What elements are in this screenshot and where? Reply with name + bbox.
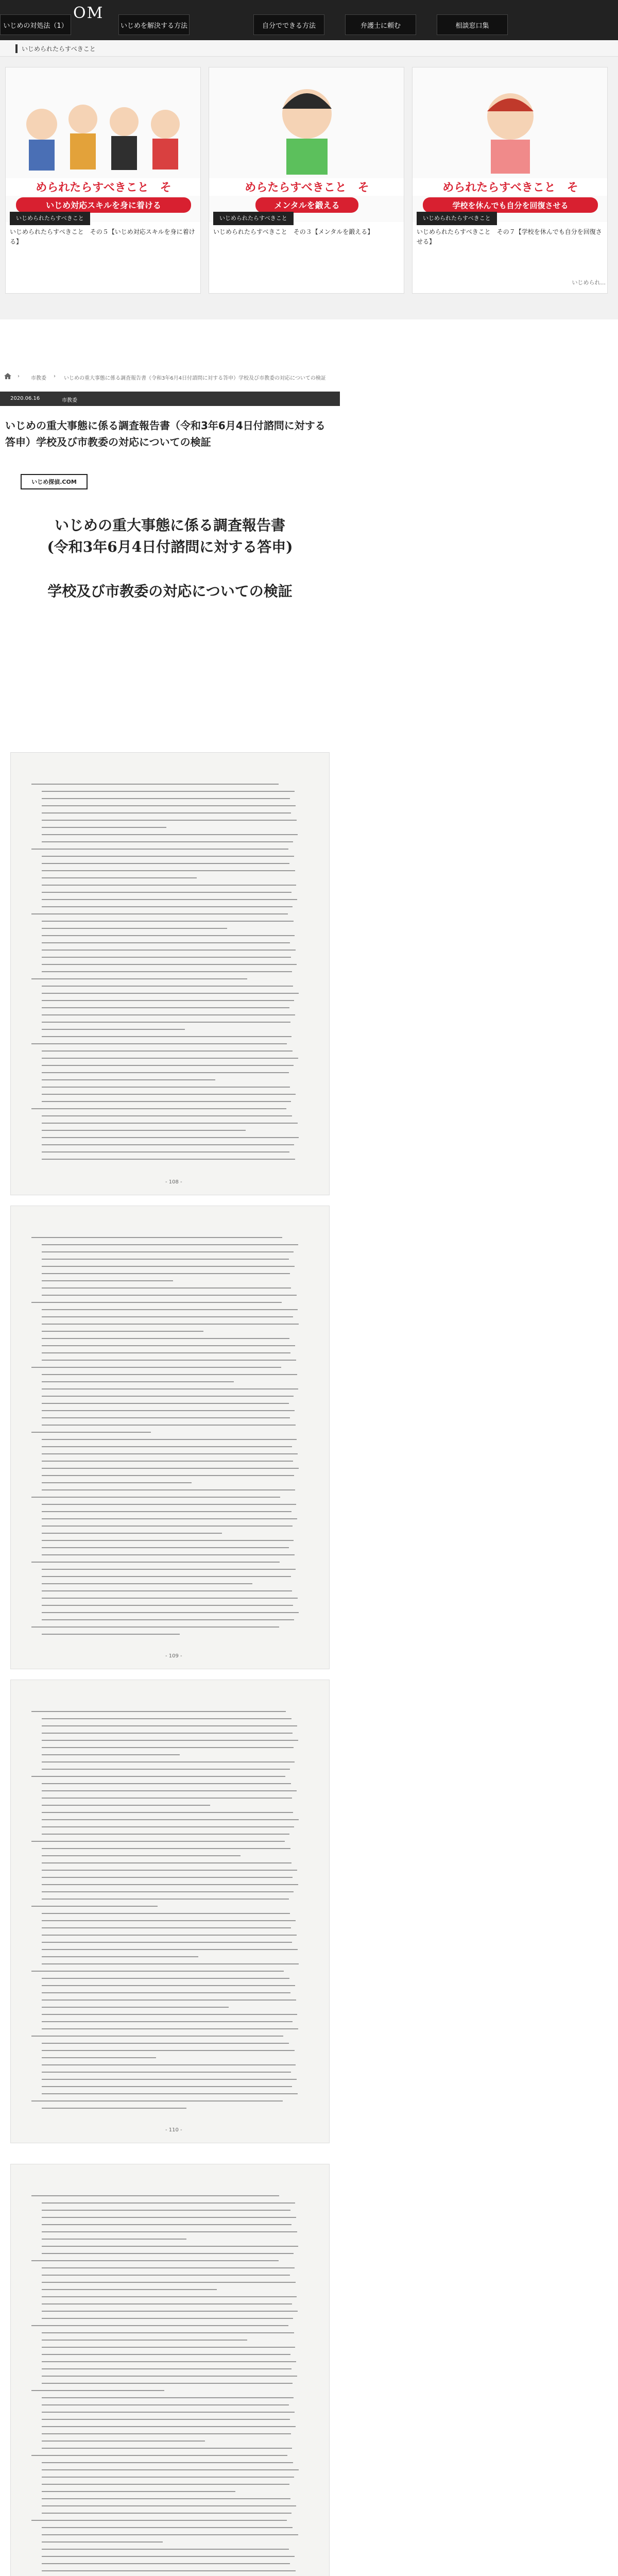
scan-text-line bbox=[42, 2477, 294, 2478]
scan-text-line bbox=[31, 2455, 287, 2456]
scan-text-line bbox=[42, 2469, 299, 2470]
scan-text-line bbox=[42, 2057, 156, 2058]
scan-text-line bbox=[42, 1540, 294, 1541]
document-scan-page bbox=[10, 2164, 330, 2576]
scan-text-line bbox=[42, 1403, 289, 1404]
card-caption[interactable]: いじめられたらすべきこと その３【メンタルを鍛える】 bbox=[213, 228, 374, 235]
featured-card[interactable] bbox=[209, 67, 404, 294]
scan-text-line bbox=[42, 1826, 294, 1827]
scan-text-line bbox=[42, 2462, 293, 2463]
scan-text-line bbox=[42, 1949, 298, 1950]
scan-text-line bbox=[42, 1439, 297, 1440]
scan-text-line bbox=[42, 2498, 290, 2499]
nav-item-2[interactable]: いじめを解決する方法 bbox=[118, 14, 190, 35]
scan-text-line bbox=[42, 798, 290, 799]
scan-text-line bbox=[42, 971, 292, 972]
scan-text-line bbox=[42, 1511, 291, 1512]
scan-text-line bbox=[42, 1504, 296, 1505]
featured-slider bbox=[0, 57, 618, 319]
scan-text-line bbox=[42, 1819, 299, 1820]
scan-text-line bbox=[42, 2426, 296, 2427]
scan-text-line bbox=[42, 964, 297, 965]
scan-text-line bbox=[42, 1927, 291, 1928]
document-scan-page bbox=[10, 1680, 330, 2143]
scan-text-line bbox=[31, 2390, 164, 2391]
scan-text-line bbox=[31, 1776, 285, 1777]
scan-text-line bbox=[42, 1992, 290, 1993]
scan-text-line bbox=[42, 935, 295, 936]
scan-text-line bbox=[42, 2021, 293, 2022]
scan-text-line bbox=[42, 1605, 293, 1606]
breadcrumb-item: › bbox=[18, 374, 20, 379]
page-number: - 109 - bbox=[165, 1653, 182, 1659]
card-thumbnail bbox=[6, 67, 200, 222]
scan-text-line bbox=[42, 1725, 297, 1726]
scan-text-line bbox=[42, 1331, 203, 1332]
scan-text-line bbox=[42, 2079, 297, 2080]
scan-text-line bbox=[42, 899, 297, 900]
scan-text-line bbox=[42, 2556, 295, 2557]
scan-text-line bbox=[42, 856, 294, 857]
featured-card[interactable] bbox=[412, 67, 608, 294]
breadcrumb-current: いじめの重大事態に係る調査報告書（令和3年6月4日付諮問に対する答申）学校及び市教委の対応についての検証 bbox=[64, 376, 326, 381]
scan-text-line bbox=[42, 1884, 298, 1885]
scan-text-line bbox=[42, 820, 297, 821]
scan-text-line bbox=[42, 1812, 293, 1813]
scan-text-line bbox=[42, 906, 293, 907]
scan-text-line bbox=[42, 1381, 234, 1382]
hero-title-line: (令和3年6月4日付諮問に対する答申) bbox=[47, 538, 293, 555]
scan-text-line bbox=[42, 1870, 297, 1871]
scan-text-line bbox=[42, 841, 293, 842]
site-logo[interactable]: OM bbox=[73, 4, 104, 22]
scan-text-line bbox=[42, 1273, 290, 1274]
scan-text-line bbox=[42, 1877, 293, 1878]
scan-text-line bbox=[42, 1065, 294, 1066]
scan-text-line bbox=[42, 1942, 292, 1943]
scan-text-line bbox=[42, 2072, 291, 2073]
scan-text-line bbox=[42, 2527, 293, 2528]
scan-text-line bbox=[42, 1999, 296, 2001]
scan-text-line bbox=[42, 2275, 290, 2276]
scan-text-line bbox=[42, 1058, 298, 1059]
scan-text-line bbox=[42, 2376, 297, 2377]
scan-text-line bbox=[42, 1547, 289, 1548]
scan-text-line bbox=[31, 784, 279, 785]
scan-text-line bbox=[42, 1754, 180, 1755]
scan-text-line bbox=[31, 1432, 151, 1433]
scan-text-line bbox=[42, 1848, 290, 1849]
scan-text-line bbox=[42, 2397, 294, 2398]
scan-text-line bbox=[42, 1590, 292, 1591]
scan-text-line bbox=[31, 1497, 280, 1498]
scan-text-line bbox=[42, 1913, 290, 1914]
scan-text-line bbox=[42, 1761, 295, 1762]
scan-text-line bbox=[42, 1805, 210, 1806]
recovery-illustration-image bbox=[413, 67, 607, 222]
scan-text-line bbox=[42, 870, 295, 871]
scan-text-line bbox=[42, 2340, 247, 2341]
scan-text-line bbox=[42, 2412, 295, 2413]
scan-text-line bbox=[42, 1295, 297, 1296]
scan-text-line bbox=[42, 2383, 293, 2384]
scan-text-line bbox=[42, 892, 291, 893]
scan-text-line bbox=[42, 2028, 298, 2029]
scan-text-line bbox=[42, 2404, 289, 2405]
svg-text:められたらすべきこと そ: められたらすべきこと そ bbox=[36, 181, 171, 194]
scan-text-line bbox=[42, 1526, 293, 1527]
scan-text-line bbox=[42, 2253, 294, 2254]
article-category[interactable]: 市教委 bbox=[62, 398, 77, 403]
scan-text-line bbox=[42, 1259, 289, 1260]
scan-text-line bbox=[42, 2224, 291, 2225]
scan-text-line bbox=[42, 1619, 294, 1620]
scan-text-line bbox=[42, 2505, 296, 2506]
scan-text-line bbox=[42, 993, 299, 994]
scan-text-line bbox=[42, 1634, 180, 1635]
scan-text-line bbox=[42, 1482, 192, 1483]
article-hero bbox=[0, 469, 340, 644]
scan-text-line bbox=[42, 1583, 252, 1584]
nav-item-4[interactable]: 弁護士に頼む bbox=[345, 14, 416, 35]
scan-text-line bbox=[42, 1733, 293, 1734]
breadcrumb-item: › bbox=[54, 374, 56, 379]
scan-text-line bbox=[42, 1783, 291, 1784]
scan-text-line bbox=[42, 1985, 295, 1986]
scan-text-line bbox=[42, 2108, 186, 2109]
scan-text-line bbox=[42, 2332, 294, 2333]
nav-item-1[interactable]: いじめの対処法（1） bbox=[0, 14, 71, 35]
scan-text-line bbox=[42, 1718, 291, 1719]
scan-text-line bbox=[31, 1841, 285, 1842]
hero-title-line: いじめの重大事態に係る調査報告書 bbox=[54, 517, 285, 534]
svg-text:学校を休んでも自分を回復させる: 学校を休んでも自分を回復させる bbox=[452, 201, 569, 210]
nav-item-3[interactable]: 自分でできる方法 bbox=[253, 14, 324, 35]
scan-text-line bbox=[42, 1790, 297, 1791]
scan-text-line bbox=[42, 1309, 298, 1310]
scan-text-line bbox=[31, 2100, 283, 2102]
scan-text-line bbox=[42, 2267, 295, 2268]
scan-text-line bbox=[42, 1130, 246, 1131]
scan-text-line bbox=[42, 1410, 295, 1411]
scan-text-line bbox=[42, 1151, 289, 1153]
scan-text-line bbox=[42, 1598, 298, 1599]
svg-text:められたらすべきこと そ: められたらすべきこと そ bbox=[442, 181, 578, 194]
scan-text-line bbox=[31, 913, 288, 914]
scan-text-line bbox=[31, 1043, 287, 1044]
scan-text-line bbox=[31, 1626, 279, 1628]
scan-text-line bbox=[42, 1324, 299, 1325]
scan-text-line bbox=[42, 1417, 290, 1418]
document-scan-page bbox=[10, 1206, 330, 1669]
scan-text-line bbox=[31, 1237, 282, 1238]
scan-text-line bbox=[31, 1302, 282, 1303]
scan-text-line bbox=[42, 2491, 235, 2492]
scan-text-line bbox=[31, 1108, 286, 1109]
scan-text-line bbox=[42, 1769, 290, 1770]
scan-text-line bbox=[42, 834, 298, 835]
scan-text-line bbox=[42, 1834, 289, 1835]
scan-text-line bbox=[42, 791, 295, 792]
scan-text-line bbox=[42, 1287, 291, 1289]
article-title: いじめの重大事態に係る調査報告書（令和3年6月4日付諮問に対する答申）学校及び市教委の対応についての検証 bbox=[5, 419, 325, 448]
scan-text-line bbox=[31, 1971, 284, 1972]
mental-illustration-image bbox=[209, 67, 404, 222]
scan-text-line bbox=[42, 1072, 289, 1073]
card-tag[interactable]: いじめられたらすべきこと bbox=[10, 212, 90, 225]
hero-title-line: 学校及び市教委の対応についての検証 bbox=[47, 583, 293, 600]
scan-text-line bbox=[42, 1468, 299, 1469]
scan-text-line bbox=[42, 2570, 296, 2571]
site-badge: いじめ探偵.COM bbox=[21, 474, 88, 489]
scan-text-line bbox=[42, 1518, 297, 1519]
scan-text-line bbox=[42, 2368, 291, 2369]
scan-text-line bbox=[31, 1711, 286, 1712]
scan-text-line bbox=[42, 1891, 294, 1892]
scan-text-line bbox=[42, 1036, 291, 1037]
scan-text-line bbox=[42, 1007, 289, 1008]
scan-text-line bbox=[42, 2361, 296, 2362]
scan-text-line bbox=[42, 1453, 298, 1454]
scan-text-line bbox=[42, 885, 296, 886]
scan-text-line bbox=[42, 812, 291, 814]
nav-item-5[interactable]: 相談窓口集 bbox=[437, 14, 508, 35]
scan-text-line bbox=[42, 1159, 295, 1160]
article-meta-bar bbox=[0, 392, 340, 406]
scan-text-line bbox=[42, 986, 293, 987]
scan-text-line bbox=[42, 2534, 298, 2535]
scan-text-line bbox=[42, 1352, 290, 1353]
scan-text-line bbox=[42, 2231, 297, 2232]
scan-text-line bbox=[42, 2289, 217, 2290]
scan-text-line bbox=[42, 1050, 293, 1052]
card-thumbnail bbox=[413, 67, 607, 222]
scan-text-line bbox=[42, 2007, 229, 2008]
scan-text-line bbox=[42, 2448, 292, 2449]
scan-text-line bbox=[42, 1345, 295, 1346]
scan-text-line bbox=[42, 1935, 297, 1936]
scan-text-line bbox=[42, 1446, 292, 1447]
scan-text-line bbox=[31, 1906, 158, 1907]
scan-text-line bbox=[42, 1798, 292, 1799]
scan-text-line bbox=[42, 1396, 294, 1397]
scan-text-line bbox=[42, 2549, 289, 2550]
scan-text-line bbox=[42, 2354, 290, 2355]
scan-text-line bbox=[42, 2303, 292, 2304]
scan-text-line bbox=[42, 1374, 297, 1375]
scan-text-line bbox=[42, 1899, 289, 1900]
card-caption[interactable]: いじめられたらすべきこと その７【学校を休んでも自分を回復させる】 bbox=[417, 228, 602, 246]
scan-text-line bbox=[31, 2520, 287, 2521]
scan-text-line bbox=[42, 2239, 186, 2240]
scan-text-line bbox=[42, 2347, 295, 2348]
scan-text-line bbox=[42, 805, 296, 806]
scan-text-line bbox=[42, 942, 290, 943]
document-scan-page bbox=[10, 752, 330, 1195]
scan-text-line bbox=[42, 1569, 296, 1570]
scan-text-line bbox=[31, 978, 247, 979]
scan-text-line bbox=[42, 1251, 294, 1252]
scan-text-line bbox=[42, 1101, 291, 1102]
slider-overflow-caption[interactable]: いじめられ... bbox=[572, 279, 606, 286]
scan-text-line bbox=[42, 1266, 295, 1267]
scan-text-line bbox=[42, 1000, 294, 1001]
card-caption[interactable]: いじめられたらすべきこと その５【いじめ対応スキルを身に着ける】 bbox=[10, 228, 195, 246]
scan-text-line bbox=[42, 1740, 298, 1741]
sub-bar-label[interactable]: いじめられたらすべきこと bbox=[15, 44, 96, 53]
article-date: 2020.06.16 bbox=[10, 396, 40, 401]
scan-text-line bbox=[42, 863, 289, 864]
scan-text-line bbox=[42, 1360, 296, 1361]
scan-text-line bbox=[42, 1388, 298, 1389]
scan-text-line bbox=[42, 957, 291, 958]
scan-text-line bbox=[42, 921, 294, 922]
scan-text-line bbox=[42, 2419, 290, 2420]
svg-text:メンタルを鍛える: メンタルを鍛える bbox=[274, 200, 340, 210]
scan-text-line bbox=[42, 1280, 173, 1281]
scan-text-line bbox=[42, 1079, 215, 1080]
scan-text-line bbox=[42, 2484, 289, 2485]
scan-text-line bbox=[42, 1338, 289, 1339]
scan-text-line bbox=[42, 1533, 222, 1534]
scan-text-line bbox=[42, 1576, 291, 1577]
scan-text-line bbox=[42, 928, 227, 929]
scan-text-line bbox=[42, 877, 197, 878]
scan-text-line bbox=[42, 1115, 292, 1116]
scan-text-line bbox=[42, 2513, 291, 2514]
scan-text-line bbox=[31, 849, 288, 850]
card-thumbnail bbox=[209, 67, 404, 222]
scan-text-line bbox=[42, 1087, 290, 1088]
home-icon[interactable] bbox=[4, 373, 11, 379]
svg-text:めらたらすべきこと そ: めらたらすべきこと そ bbox=[245, 181, 369, 194]
scan-text-line bbox=[42, 2296, 297, 2297]
breadcrumb-item[interactable]: 市教委 bbox=[31, 376, 46, 381]
scan-text-line bbox=[31, 1367, 281, 1368]
scan-text-line bbox=[31, 2195, 279, 2196]
scan-text-line bbox=[42, 1461, 293, 1462]
breadcrumb bbox=[0, 371, 618, 383]
scan-text-line bbox=[42, 1014, 295, 1015]
svg-text:いじめ対応スキルを身に着ける: いじめ対応スキルを身に着ける bbox=[46, 200, 161, 210]
scan-text-line bbox=[42, 1244, 298, 1245]
card-tag[interactable]: いじめられたらすべきこと bbox=[213, 212, 294, 225]
scan-text-line bbox=[42, 1920, 296, 1921]
scan-text-line bbox=[42, 2086, 292, 2087]
scan-text-line bbox=[42, 2282, 296, 2283]
scan-text-line bbox=[42, 1137, 299, 1138]
scan-text-line bbox=[42, 1747, 294, 1748]
scan-text-line bbox=[42, 2311, 298, 2312]
scan-text-line bbox=[42, 1094, 296, 1095]
scan-text-line bbox=[42, 1963, 299, 1964]
scan-text-line bbox=[42, 1554, 295, 1555]
scan-text-line bbox=[42, 1862, 291, 1863]
scan-text-line bbox=[42, 2202, 295, 2204]
scan-text-line bbox=[42, 2563, 290, 2564]
scan-text-line bbox=[42, 2050, 295, 2051]
scan-text-line bbox=[42, 2064, 296, 2065]
scan-text-line bbox=[42, 2210, 290, 2211]
scan-text-line bbox=[42, 2541, 163, 2543]
scan-text-line bbox=[31, 1562, 280, 1563]
scan-text-line bbox=[42, 2043, 289, 2044]
scan-text-line bbox=[42, 1978, 289, 1979]
scan-text-line bbox=[42, 827, 166, 828]
scan-text-line bbox=[42, 1475, 294, 1476]
scan-text-line bbox=[42, 1855, 241, 1856]
scan-text-line bbox=[42, 1425, 296, 1426]
scan-text-line bbox=[42, 1029, 185, 1030]
scan-text-line bbox=[42, 1316, 293, 1317]
sub-bar bbox=[0, 40, 618, 57]
scan-text-line bbox=[42, 2433, 291, 2434]
scan-text-line bbox=[42, 1144, 294, 1145]
bullying-illustration-image bbox=[6, 67, 200, 222]
scan-text-line bbox=[42, 2441, 205, 2442]
scan-text-line bbox=[42, 950, 296, 951]
scan-text-line bbox=[42, 1956, 198, 1957]
scan-text-line bbox=[42, 1123, 298, 1124]
page-number: - 110 - bbox=[165, 2127, 182, 2133]
scan-text-line bbox=[42, 2014, 297, 2015]
scan-text-line bbox=[42, 2217, 296, 2218]
page-number: - 108 - bbox=[165, 1179, 182, 1185]
scan-text-line bbox=[42, 2318, 293, 2319]
scan-text-line bbox=[42, 2246, 298, 2247]
scan-text-line bbox=[31, 2036, 283, 2037]
scan-text-line bbox=[31, 2260, 279, 2261]
scan-text-line bbox=[42, 1022, 290, 1023]
card-tag[interactable]: いじめられたらすべきこと bbox=[417, 212, 497, 225]
scan-text-line bbox=[31, 2325, 288, 2326]
featured-card[interactable] bbox=[5, 67, 201, 294]
scan-text-line bbox=[42, 1612, 299, 1613]
scan-text-line bbox=[42, 1489, 295, 1490]
scan-text-line bbox=[42, 2093, 298, 2094]
